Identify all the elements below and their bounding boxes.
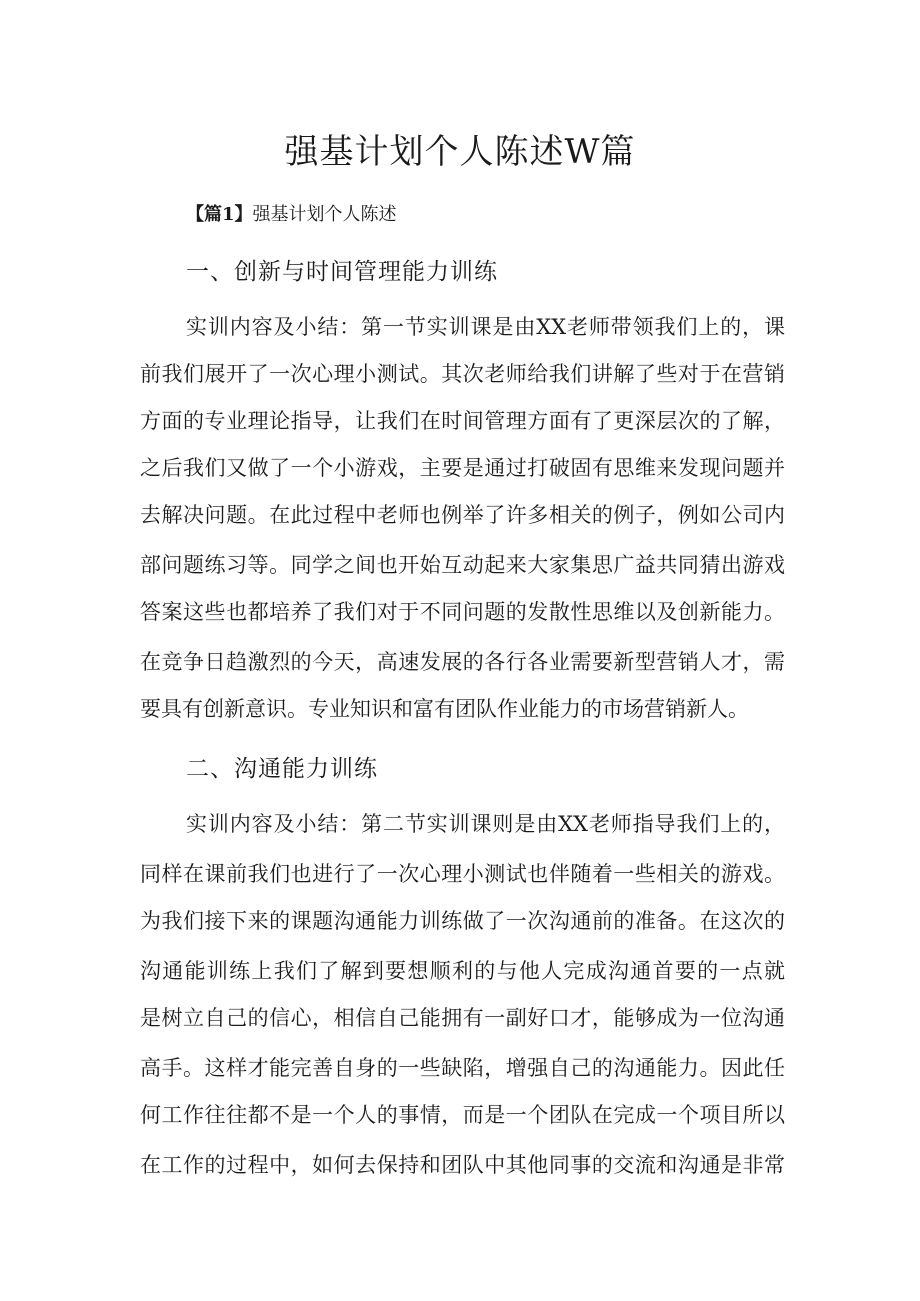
paragraph-line: 答案这些也都培养了我们对于不同问题的发散性思维以及创新能力。 <box>140 600 785 624</box>
section-heading-innovation: 一、创新与时间管理能力训练 <box>186 259 498 285</box>
section-heading-communication: 二、沟通能力训练 <box>186 756 378 782</box>
paragraph-line: 部问题练习等。同学之间也开始互动起来大家集思广益共同猜出游戏 <box>140 553 785 577</box>
paragraph-line: 实训内容及小结：第一节实训课是由XX老师带领我们上的，课 <box>186 315 785 339</box>
document-title: 强基计划个人陈述W篇 <box>284 132 636 172</box>
paragraph-line: 高手。这样才能完善自身的一些缺陷，增强自己的沟通能力。因此任 <box>140 1056 785 1080</box>
paragraph-line: 实训内容及小结：第二节实训课则是由XX老师指导我们上的， <box>186 812 785 836</box>
document-subtitle <box>186 201 397 229</box>
paragraph-line: 方面的专业理论指导，让我们在时间管理方面有了更深层次的了解， <box>140 409 785 433</box>
paragraph-line: 何工作往往都不是一个人的事情，而是一个团队在完成一个项目所以 <box>140 1103 785 1127</box>
paragraph-line: 去解决问题。在此过程中老师也例举了许多相关的例子，例如公司内 <box>140 503 785 527</box>
subtitle-text: 强基计划个人陈述 <box>252 204 397 225</box>
paragraph-line: 要具有创新意识。专业知识和富有团队作业能力的市场营销新人。 <box>140 697 749 721</box>
paragraph-line: 在工作的过程中，如何去保持和团队中其他同事的交流和沟通是非常 <box>140 1153 785 1177</box>
paragraph-line: 沟通能训练上我们了解到要想顺利的与他人完成沟通首要的一点就 <box>140 959 785 983</box>
paragraph-line: 同样在课前我们也进行了一次心理小测试也伴随着一些相关的游戏。 <box>140 862 785 886</box>
paragraph-line: 在竞争日趋激烈的今天，高速发展的各行各业需要新型营销人才，需 <box>140 650 785 674</box>
paragraph-line: 前我们展开了一次心理小测试。其次老师给我们讲解了些对于在营销 <box>140 362 785 386</box>
paragraph-line: 之后我们又做了一个小游戏，主要是通过打破固有思维来发现问题并 <box>140 456 785 480</box>
paragraph-line: 为我们接下来的课题沟通能力训练做了一次沟通前的准备。在这次的 <box>140 909 785 933</box>
paragraph-line: 是树立自己的信心，相信自己能拥有一副好口才，能够成为一位沟通 <box>140 1006 785 1030</box>
subtitle-label: 【篇1】 <box>186 204 253 225</box>
